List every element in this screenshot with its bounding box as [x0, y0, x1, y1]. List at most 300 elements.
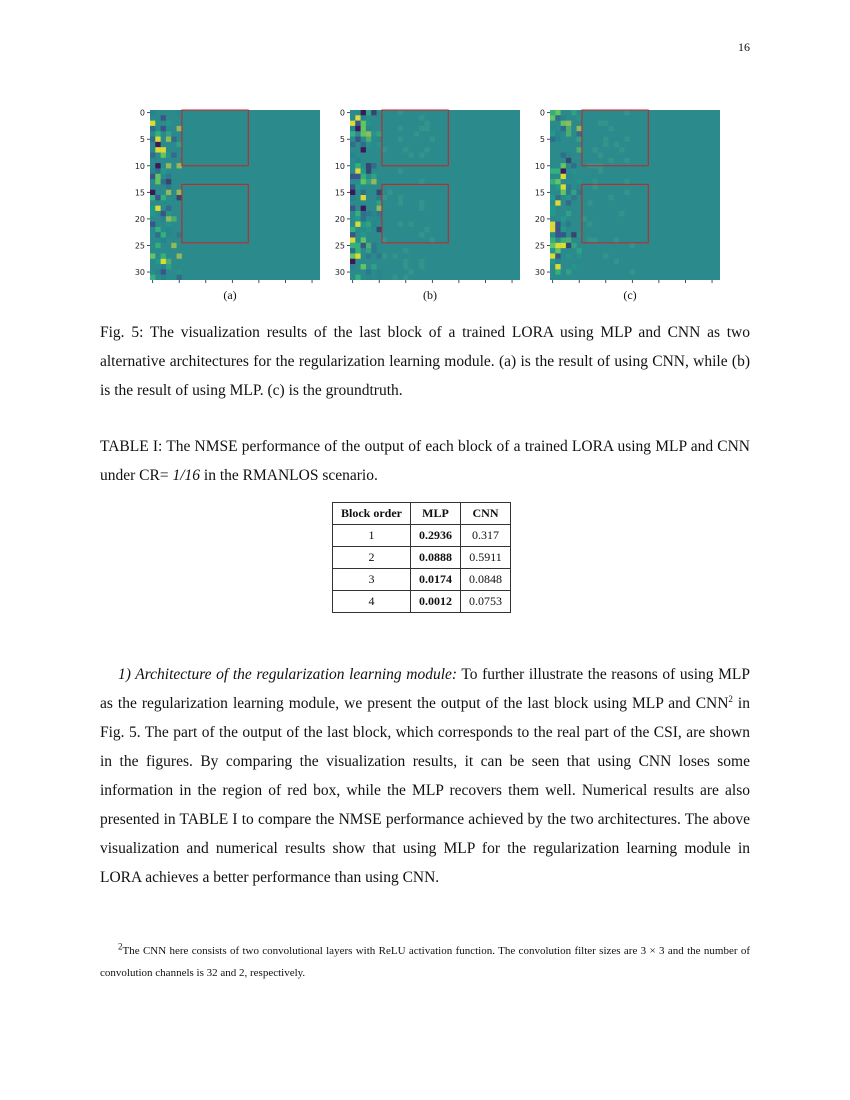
heatmap-cell [161, 259, 166, 264]
heatmap-cell [371, 110, 376, 115]
heatmap-cell [150, 110, 155, 115]
heatmap-cell [355, 168, 360, 173]
heatmap-cell [577, 131, 582, 136]
heatmap-cell [366, 131, 371, 136]
heatmap-cell [150, 253, 155, 258]
heatmap-cell [366, 269, 371, 274]
table-row [333, 569, 511, 591]
heatmap-cell [150, 153, 155, 158]
heatmap-cell [161, 179, 166, 184]
heatmap-cell [350, 264, 355, 269]
heatmap-cell [355, 121, 360, 126]
heatmap-cell [355, 248, 360, 253]
heatmap-cell [619, 211, 624, 216]
heatmap-cell [403, 248, 408, 253]
heatmap-cell [350, 190, 355, 195]
heatmap-cell [419, 153, 424, 158]
y-tick-label: 25 [334, 241, 345, 251]
heatmap-cell [350, 248, 355, 253]
heatmap-cell [550, 253, 555, 258]
cell-mlp: 0.0174 [411, 569, 461, 591]
heatmap-cell [566, 158, 571, 163]
heatmap-cell [561, 115, 566, 120]
heatmap-cell [350, 232, 355, 237]
heatmap-cell [371, 222, 376, 227]
heatmap-cell [624, 110, 629, 115]
heatmap-cell [630, 269, 635, 274]
heatmap-cell [398, 137, 403, 142]
panel-a [130, 103, 330, 303]
heatmap-cell [550, 259, 555, 264]
heatmap-cell [566, 238, 571, 243]
heatmap-cell [550, 211, 555, 216]
heatmap-cell [561, 153, 566, 158]
heatmap-cell [155, 174, 160, 179]
heatmap-cell [166, 211, 171, 216]
heatmap-cell [350, 227, 355, 232]
heatmap-cell [561, 243, 566, 248]
heatmap-cell [566, 200, 571, 205]
heatmap-cell [408, 222, 413, 227]
heatmap-cell [614, 142, 619, 147]
heatmap-cell [166, 227, 171, 232]
cell-block: 1 [333, 525, 411, 547]
heatmap-cell [561, 174, 566, 179]
heatmap-background [150, 110, 320, 280]
heatmap-cell [561, 163, 566, 168]
heatmap-cell [355, 216, 360, 221]
heatmap-cell [582, 216, 587, 221]
heatmap-cell [577, 147, 582, 152]
heatmap-cell [614, 238, 619, 243]
heatmap-cell [161, 269, 166, 274]
heatmap-cell [166, 137, 171, 142]
heatmap-cell [571, 232, 576, 237]
heatmap-cell [150, 121, 155, 126]
section-text-1: To further illustrate the reasons of using MLP as the regularization learning module, we present the output of the last block using MLP and CNN [100, 666, 750, 712]
heatmap-cell [550, 222, 555, 227]
heatmap-cell [571, 163, 576, 168]
heatmap-cell [150, 222, 155, 227]
heatmap-cell [387, 190, 392, 195]
heatmap-cell [350, 121, 355, 126]
table-caption [100, 432, 750, 490]
heatmap-cell [419, 179, 424, 184]
heatmap-cell [624, 158, 629, 163]
heatmap-cell [161, 238, 166, 243]
y-tick-label: 30 [334, 268, 345, 278]
heatmap-cell [350, 238, 355, 243]
heatmap-cell [566, 195, 571, 200]
heatmap-cell [555, 195, 560, 200]
heatmap-cell [577, 179, 582, 184]
heatmap-cell [555, 200, 560, 205]
heatmap-cell [361, 126, 366, 131]
heatmap-cell [619, 147, 624, 152]
heatmap-cell [419, 206, 424, 211]
heatmap-cell [419, 264, 424, 269]
heatmap-cell [550, 137, 555, 142]
heatmap-a [130, 103, 330, 283]
heatmap-cell [371, 264, 376, 269]
heatmap-cell [550, 115, 555, 120]
heatmap-cell [377, 206, 382, 211]
heatmap-cell [377, 275, 382, 280]
heatmap-cell [587, 200, 592, 205]
heatmap-b [330, 103, 530, 283]
heatmap-cell [608, 195, 613, 200]
heatmap-cell [424, 121, 429, 126]
heatmap-cell [177, 275, 182, 280]
heatmap-cell [555, 184, 560, 189]
heatmap-cell [361, 131, 366, 136]
heatmap-cell [366, 227, 371, 232]
heatmap-cell [355, 115, 360, 120]
sub-label-b: (b) [423, 288, 437, 302]
heatmap-cell [598, 153, 603, 158]
heatmap-cell [571, 168, 576, 173]
heatmap-cell [403, 147, 408, 152]
heatmap-cell [355, 253, 360, 258]
heatmap-cell [561, 216, 566, 221]
heatmap-cell [550, 131, 555, 136]
heatmap-cell [371, 211, 376, 216]
heatmap-cell [150, 174, 155, 179]
heatmap-cell [424, 126, 429, 131]
heatmap-cell [166, 153, 171, 158]
heatmap-cell [566, 269, 571, 274]
heatmap-cell [150, 275, 155, 280]
y-tick-label: 10 [534, 161, 545, 171]
heatmap-cell [355, 275, 360, 280]
heatmap-cell [361, 190, 366, 195]
page-number: 16 [738, 40, 750, 54]
heatmap-cell [366, 126, 371, 131]
y-tick-label: 25 [534, 241, 545, 251]
heatmap-cell [566, 163, 571, 168]
sub-label-a: (a) [223, 288, 237, 302]
heatmap-cell [587, 238, 592, 243]
panel-b [330, 103, 530, 303]
heatmap-cell [371, 163, 376, 168]
heatmap-cell [155, 259, 160, 264]
heatmap-cell [555, 269, 560, 274]
table-row [333, 591, 511, 613]
table-caption-ratio: 1/16 [172, 467, 201, 484]
table-row [333, 547, 511, 569]
heatmap-cell [177, 269, 182, 274]
heatmap-cell [350, 206, 355, 211]
footnote-ref: 2 [728, 693, 733, 704]
heatmap-cell [161, 195, 166, 200]
heatmap-cell [566, 131, 571, 136]
heatmap-cell [366, 163, 371, 168]
heatmap-cell [161, 126, 166, 131]
heatmap-cell [361, 243, 366, 248]
y-tick-label: 15 [534, 188, 545, 198]
heatmap-cell [350, 126, 355, 131]
cell-block: 4 [333, 591, 411, 613]
heatmap-cell [555, 259, 560, 264]
heatmap-cell [571, 243, 576, 248]
heatmap-cell [382, 253, 387, 258]
heatmap-cell [361, 232, 366, 237]
heatmap-cell [166, 184, 171, 189]
heatmap-cell [555, 248, 560, 253]
footnote [100, 940, 750, 984]
heatmap-cell [608, 126, 613, 131]
header-block-order: Block order [333, 503, 411, 525]
table-row [333, 525, 511, 547]
heatmap-cell [161, 115, 166, 120]
heatmap-cell [398, 195, 403, 200]
heatmap-cell [430, 137, 435, 142]
heatmap-cell [550, 227, 555, 232]
table-caption-eq: = [159, 467, 173, 484]
heatmap-cell [555, 131, 560, 136]
heatmap-cell [587, 222, 592, 227]
heatmap-cell [408, 153, 413, 158]
cell-mlp: 0.0012 [411, 591, 461, 613]
heatmap-cell [177, 126, 182, 131]
heatmap-cell [430, 238, 435, 243]
heatmap-cell [382, 147, 387, 152]
heatmap-cell [155, 142, 160, 147]
heatmap-cell [166, 190, 171, 195]
heatmap-cell [155, 163, 160, 168]
heatmap-cell [614, 259, 619, 264]
heatmap-cell [566, 243, 571, 248]
heatmap-cell [350, 131, 355, 136]
heatmap-cell [361, 115, 366, 120]
figure-5 [0, 103, 850, 303]
heatmap-cell [150, 137, 155, 142]
heatmap-cell [177, 190, 182, 195]
heatmap-cell [377, 195, 382, 200]
heatmap-cell [355, 184, 360, 189]
y-tick-label: 20 [334, 214, 345, 224]
heatmap-cell [561, 227, 566, 232]
header-mlp: MLP [411, 503, 461, 525]
heatmap-cell [166, 216, 171, 221]
heatmap-cell [177, 253, 182, 258]
heatmap-cell [419, 259, 424, 264]
heatmap-cell [377, 253, 382, 258]
y-tick-label: 10 [134, 161, 145, 171]
heatmap-cell [371, 248, 376, 253]
heatmap-cell [150, 168, 155, 173]
heatmap-cell [355, 126, 360, 131]
heatmap-cell [166, 232, 171, 237]
heatmap-cell [350, 195, 355, 200]
heatmap-cell [571, 195, 576, 200]
heatmap-cell [403, 275, 408, 280]
heatmap-cell [603, 137, 608, 142]
y-tick-label: 30 [134, 268, 145, 278]
heatmap-cell [550, 243, 555, 248]
heatmap-cell [555, 110, 560, 115]
heatmap-cell [377, 142, 382, 147]
heatmap-cell [361, 222, 366, 227]
heatmap-cell [177, 163, 182, 168]
heatmap-cell [577, 232, 582, 237]
heatmap-cell [550, 248, 555, 253]
heatmap-cell [555, 179, 560, 184]
y-tick-label: 30 [534, 268, 545, 278]
heatmap-cell [577, 190, 582, 195]
heatmap-cell [561, 232, 566, 237]
heatmap-cell [161, 264, 166, 269]
heatmap-cell [598, 121, 603, 126]
heatmap-cell [155, 137, 160, 142]
heatmap-cell [577, 115, 582, 120]
heatmap-cell [398, 168, 403, 173]
heatmap-cell [161, 275, 166, 280]
heatmap-cell [377, 131, 382, 136]
heatmap-cell [555, 227, 560, 232]
heatmap-cell [624, 179, 629, 184]
heatmap-cell [561, 121, 566, 126]
heatmap-cell [561, 190, 566, 195]
heatmap-cell [561, 126, 566, 131]
heatmap-cell [171, 137, 176, 142]
heatmap-cell [350, 259, 355, 264]
cell-mlp: 0.2936 [411, 525, 461, 547]
heatmap-cell [550, 238, 555, 243]
heatmap-cell [177, 195, 182, 200]
section-heading: 1) Architecture of the regularization learning module: [118, 666, 458, 683]
heatmap-cell [355, 211, 360, 216]
header-cnn: CNN [461, 503, 511, 525]
heatmap-cell [155, 232, 160, 237]
heatmap-cell [603, 142, 608, 147]
heatmap-cell [419, 115, 424, 120]
heatmap-cell [366, 253, 371, 258]
heatmap-cell [550, 206, 555, 211]
heatmap-cell [150, 195, 155, 200]
section-text-2: in Fig. 5. The part of the output of the last block, which corresponds to the real part of the CSI, are shown in the figures. By comparing the visualization results, it can be seen that using CNN loses some information in the region of red box, while the MLP recovers them well. Numerical results are also presented in TABLE I to compare the NMSE performance achieved by the two architectures. The above visualization and numerical results show that using MLP for the regularization learning module in LORA achieves a better performance than using CNN. [100, 695, 750, 886]
heatmap-cell [377, 200, 382, 205]
heatmap-cell [361, 142, 366, 147]
heatmap-cell [366, 137, 371, 142]
heatmap-cell [398, 110, 403, 115]
heatmap-cell [577, 253, 582, 258]
heatmap-cell [161, 211, 166, 216]
heatmap-cell [419, 126, 424, 131]
heatmap-cell [593, 184, 598, 189]
heatmap-cell [355, 222, 360, 227]
heatmap-cell [624, 190, 629, 195]
heatmap-cell [161, 147, 166, 152]
y-tick-label: 20 [134, 214, 145, 224]
heatmap-cell [350, 153, 355, 158]
nmse-table [332, 502, 511, 613]
heatmap-cell [350, 174, 355, 179]
heatmap-cell [566, 121, 571, 126]
heatmap-cell [382, 238, 387, 243]
heatmap-cell [361, 195, 366, 200]
heatmap-cell [561, 168, 566, 173]
panel-c [530, 103, 730, 303]
heatmap-cell [377, 137, 382, 142]
y-tick-label: 25 [134, 241, 145, 251]
heatmap-cell [366, 110, 371, 115]
cell-cnn: 0.0753 [461, 591, 511, 613]
heatmap-cell [377, 190, 382, 195]
heatmap-cell [566, 174, 571, 179]
heatmap-cell [555, 243, 560, 248]
heatmap-cell [603, 253, 608, 258]
heatmap-cell [155, 179, 160, 184]
heatmap-cell [166, 163, 171, 168]
heatmap-cell [361, 168, 366, 173]
heatmap-cell [161, 216, 166, 221]
heatmap-cell [361, 121, 366, 126]
heatmap-cell [366, 275, 371, 280]
heatmap-cell [593, 179, 598, 184]
heatmap-cell [555, 253, 560, 258]
heatmap-cell [371, 179, 376, 184]
heatmap-cell [366, 168, 371, 173]
heatmap-cell [361, 179, 366, 184]
heatmap-cell [424, 227, 429, 232]
heatmap-cell [577, 137, 582, 142]
heatmap-cell [361, 211, 366, 216]
heatmap-cell [171, 216, 176, 221]
heatmap-cell [361, 206, 366, 211]
heatmap-cell [350, 243, 355, 248]
heatmap-cell [424, 147, 429, 152]
heatmap-cell [166, 206, 171, 211]
heatmap-cell [593, 238, 598, 243]
heatmap-cell [419, 200, 424, 205]
cell-block: 2 [333, 547, 411, 569]
cell-cnn: 0.317 [461, 525, 511, 547]
heatmap-cell [566, 126, 571, 131]
heatmap-cell [371, 174, 376, 179]
heatmap-cell [150, 126, 155, 131]
heatmap-cell [550, 110, 555, 115]
heatmap-cell [561, 184, 566, 189]
heatmap-cell [577, 248, 582, 253]
heatmap-cell [355, 137, 360, 142]
heatmap-cell [608, 158, 613, 163]
heatmap-cell [419, 232, 424, 237]
heatmap-cell [161, 153, 166, 158]
cell-block: 3 [333, 569, 411, 591]
heatmap-cell [377, 269, 382, 274]
heatmap-cell [555, 264, 560, 269]
heatmap-cell [398, 200, 403, 205]
heatmap-cell [566, 222, 571, 227]
heatmap-cell [398, 222, 403, 227]
table-caption-suffix: in the RMANLOS scenario. [200, 467, 378, 484]
heatmap-cell [171, 243, 176, 248]
cell-mlp: 0.0888 [411, 547, 461, 569]
heatmap-cell [371, 131, 376, 136]
heatmap-cell [155, 227, 160, 232]
heatmap-cell [161, 168, 166, 173]
heatmap-cell [414, 131, 419, 136]
heatmap-cell [155, 168, 160, 173]
heatmap-cell [577, 184, 582, 189]
heatmap-cell [366, 142, 371, 147]
heatmap-cell [571, 264, 576, 269]
heatmap-cell [361, 110, 366, 115]
heatmap-cell [566, 211, 571, 216]
y-tick-label: 0 [339, 108, 345, 118]
heatmap-cell [166, 222, 171, 227]
